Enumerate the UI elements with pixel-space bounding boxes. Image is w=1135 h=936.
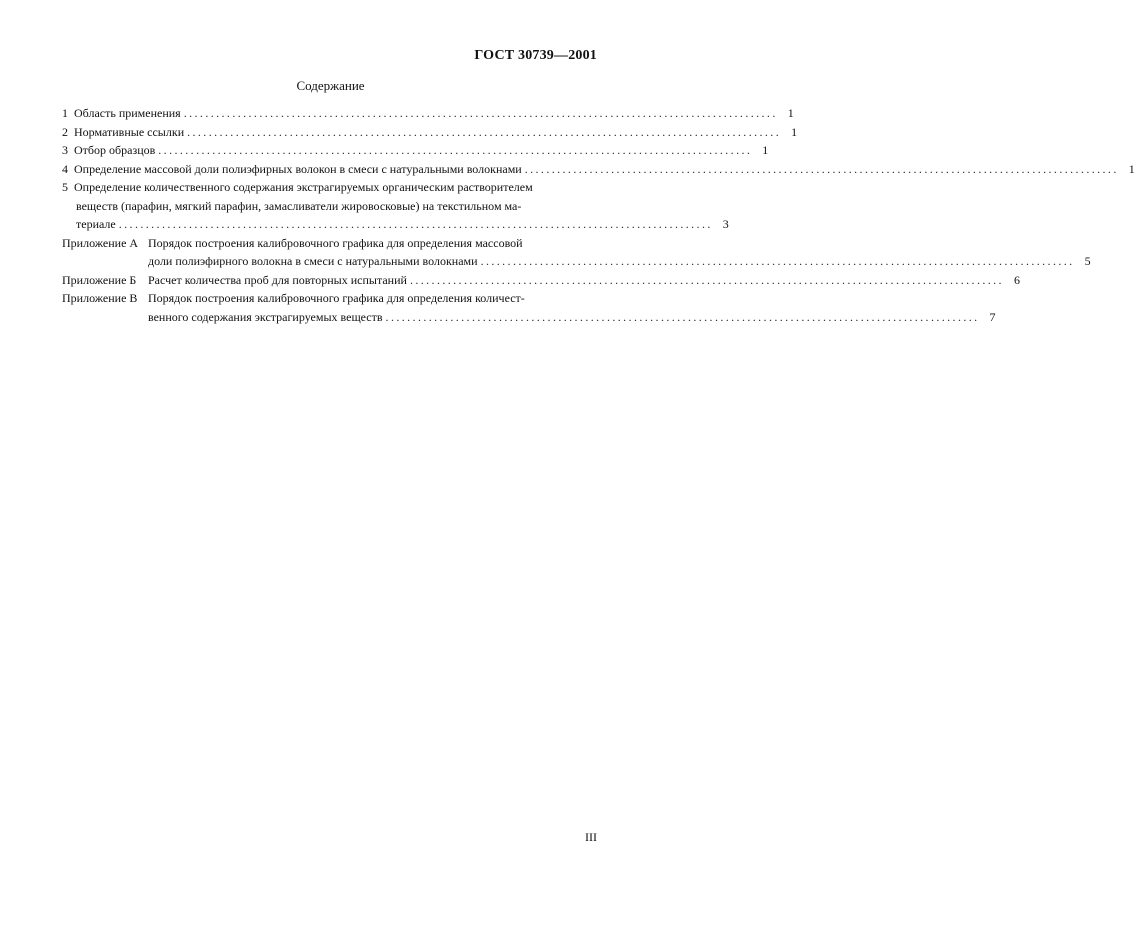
leader-dots: .............................................................................................................. bbox=[524, 161, 1119, 176]
toc-entry-number: 2 bbox=[62, 124, 68, 139]
toc-entry-title: Определение количественного содержания экстрагируемых органическим растворителем bbox=[74, 180, 533, 194]
toc-entry-title: Область применения bbox=[74, 106, 181, 120]
toc-entry-number: 4 bbox=[62, 161, 68, 176]
toc-entry-4[interactable] bbox=[62, 160, 1135, 179]
leader-dots: .............................................................................................................. bbox=[385, 309, 980, 324]
table-of-contents bbox=[62, 104, 1135, 326]
toc-appendix-v[interactable] bbox=[62, 289, 996, 326]
toc-entry-page: 1 bbox=[762, 143, 769, 157]
toc-entry-number: 1 bbox=[62, 106, 68, 120]
page-number: III bbox=[585, 830, 597, 844]
appendix-page: 7 bbox=[989, 309, 996, 324]
leader-dots: .............................................................................................................. bbox=[158, 143, 753, 157]
toc-title: Содержание bbox=[296, 78, 365, 93]
toc-entry-title-continued: териале bbox=[76, 217, 116, 231]
toc-entry-5[interactable] bbox=[62, 178, 729, 234]
toc-entry-page: 3 bbox=[722, 217, 729, 231]
toc-entry-number: 5 bbox=[62, 180, 68, 194]
toc-appendix-b[interactable] bbox=[62, 271, 1020, 290]
toc-entry-title-continued: веществ (парафин, мягкий парафин, замасливатели жировосковые) на текстильном ма- bbox=[76, 198, 522, 213]
toc-entry-2[interactable] bbox=[62, 123, 798, 142]
toc-entry-3[interactable] bbox=[62, 141, 769, 160]
leader-dots: .............................................................................................................. bbox=[409, 272, 1004, 287]
standard-code: ГОСТ 30739—2001 bbox=[474, 48, 597, 63]
appendix-title-continued: венного содержания экстрагируемых веществ bbox=[148, 309, 383, 324]
toc-entry-title: Отбор образцов bbox=[74, 143, 156, 157]
leader-dots: .............................................................................................................. bbox=[187, 124, 782, 139]
leader-dots: .............................................................................................................. bbox=[480, 254, 1075, 268]
appendix-page: 6 bbox=[1013, 272, 1020, 287]
toc-entry-title: Нормативные ссылки bbox=[74, 124, 185, 139]
toc-appendix-a[interactable] bbox=[62, 234, 1091, 271]
leader-dots: .............................................................................................................. bbox=[183, 106, 778, 120]
toc-entry-page: 1 bbox=[791, 124, 798, 139]
appendix-label: Приложение Б bbox=[62, 272, 137, 287]
toc-entry-page: 1 bbox=[787, 106, 794, 120]
appendix-label: Приложение В bbox=[62, 291, 138, 305]
leader-dots: .............................................................................................................. bbox=[118, 217, 713, 231]
appendix-label: Приложение А bbox=[62, 235, 139, 250]
appendix-page: 5 bbox=[1084, 254, 1091, 268]
toc-entry-page: 1 bbox=[1128, 161, 1135, 176]
toc-entry-number: 3 bbox=[62, 143, 68, 157]
appendix-title-continued: доли полиэфирного волокна в смеси с натуральными волокнами bbox=[148, 254, 478, 268]
appendix-title: Расчет количества проб для повторных испытаний bbox=[148, 272, 407, 287]
appendix-title: Порядок построения калибровочного графика для определения массовой bbox=[148, 235, 523, 250]
appendix-title: Порядок построения калибровочного графика для определения количест- bbox=[148, 291, 525, 305]
toc-entry-1[interactable] bbox=[62, 104, 794, 123]
toc-entry-title: Определение массовой доли полиэфирных волокон в смеси с натуральными волокнами bbox=[74, 161, 522, 176]
